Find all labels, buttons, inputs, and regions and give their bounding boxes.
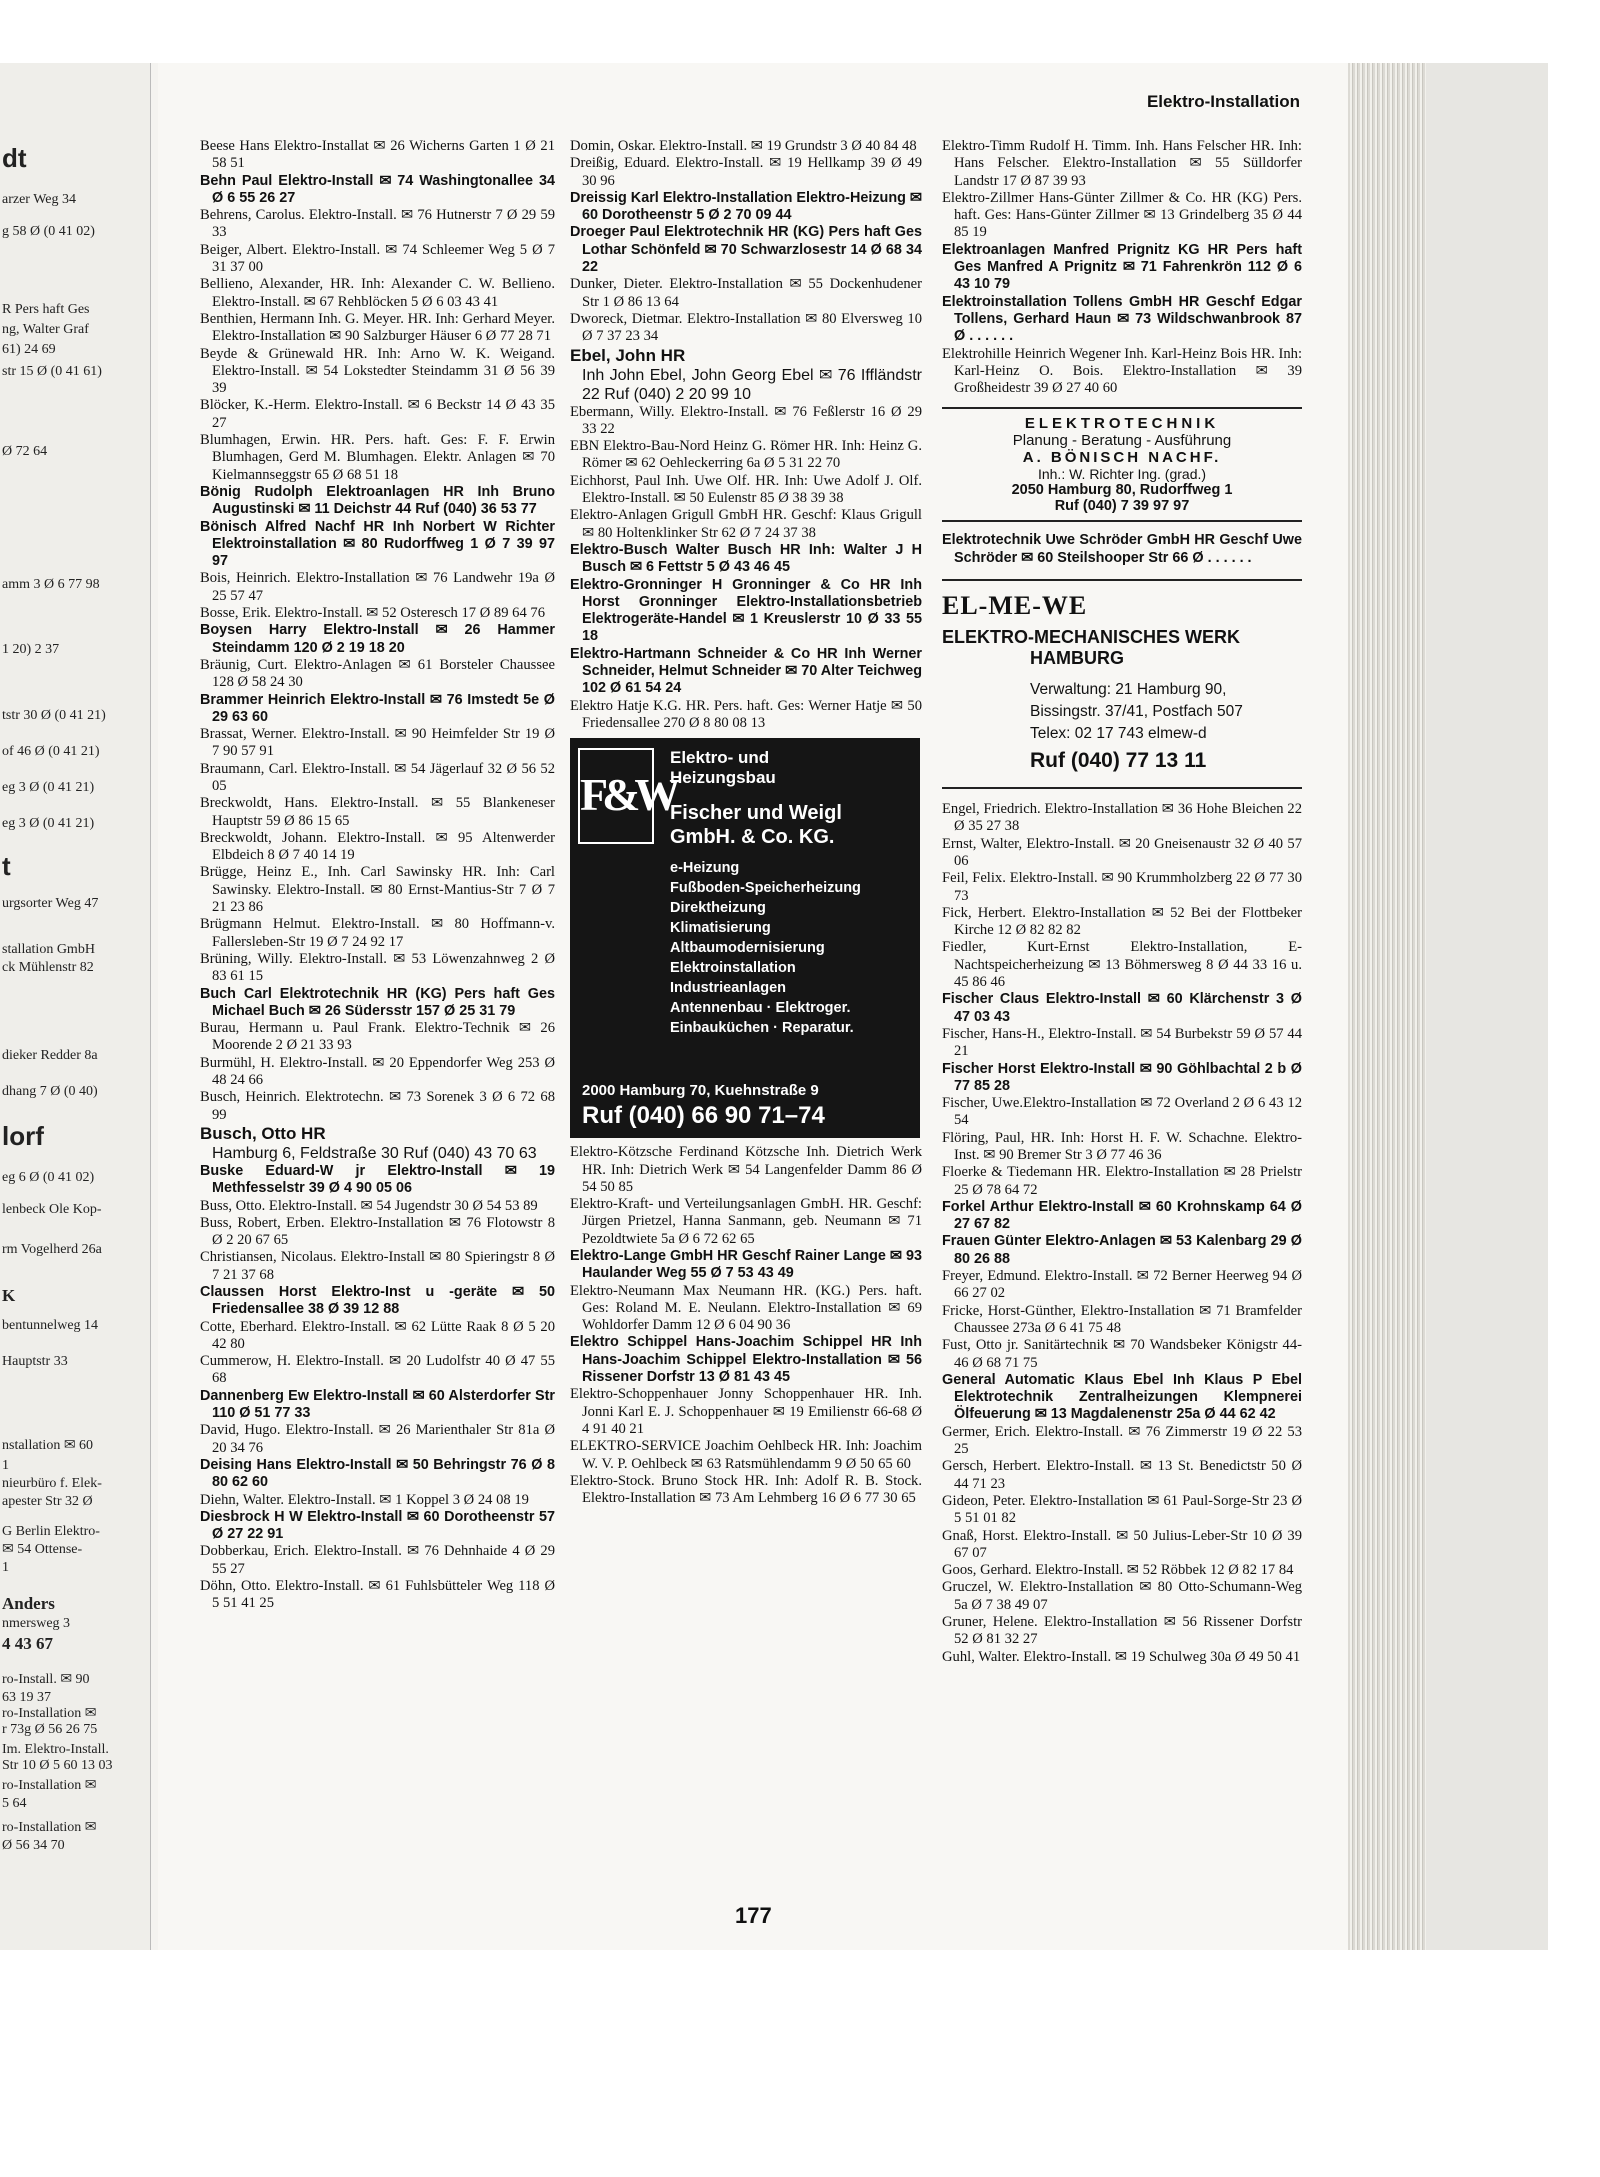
directory-entry: Feil, Felix. Elektro-Install. ✉ 90 Krummholzberg 22 Ø 77 30 73 bbox=[942, 870, 1302, 904]
directory-entry: Buch Carl Elektrotechnik HR (KG) Pers haft Ges Michael Buch ✉ 26 Südersstr 157 Ø 25 31 79 bbox=[200, 985, 555, 1019]
directory-entry: Burau, Hermann u. Paul Frank. Elektro-Technik ✉ 26 Moorende 2 Ø 21 33 93 bbox=[200, 1020, 555, 1054]
directory-entry: Elektroanlagen Manfred Prignitz KG HR Pers haft Ges Manfred A Prignitz ✉ 71 Fahrenkrön 112 Ø 6 43 10 79 bbox=[942, 241, 1302, 293]
directory-entry: Elektro Hatje K.G. HR. Pers. haft. Ges: Werner Hatje ✉ 50 Friedensallee 270 Ø 8 80 08 13 bbox=[570, 697, 922, 731]
previous-page-line: 63 19 37 bbox=[2, 1690, 51, 1705]
column-2 bbox=[570, 138, 922, 1507]
directory-entry: Elektro-Gronninger H Gronninger & Co HR Inh Horst Gronninger Elektro-Installationsbetrieb Elektrogeräte-Handel ✉ 1 Kreuslerstr 10 Ø 33 55 18 bbox=[570, 576, 922, 645]
previous-page-line: 4 43 67 bbox=[2, 1634, 53, 1653]
fw-service: Klimatisierung bbox=[670, 920, 771, 937]
directory-entry: Guhl, Walter. Elektro-Install. ✉ 19 Schulweg 30a Ø 49 50 41 bbox=[942, 1648, 1301, 1665]
directory-entry: Brügmann Helmut. Elektro-Install. ✉ 80 Hoffmann-v. Fallersleben-Str 19 Ø 7 24 92 17 bbox=[200, 916, 555, 950]
directory-entry: Fust, Otto jr. Sanitärtechnik ✉ 70 Wandsbeker Königstr 44-46 Ø 68 71 75 bbox=[942, 1337, 1302, 1371]
boenisch-address: 2050 Hamburg 80, Rudorffweg 1 bbox=[1011, 482, 1233, 499]
fw-company-2: GmbH. & Co. KG. bbox=[670, 826, 835, 849]
fw-service: Fußboden-Speicherheizung bbox=[670, 880, 861, 897]
directory-entry: Eichhorst, Paul Inh. Uwe Olf. HR. Inh: Uwe Adolf J. Olf. Elektro-Install. ✉ 50 Eulenstr 85 Ø 38 39 38 bbox=[570, 472, 922, 507]
book-page-edge bbox=[1348, 63, 1426, 1950]
directory-entry: Elektro-Kötzsche Ferdinand Kötzsche Inh. Dietrich Werk HR. Inh: Dietrich Werk ✉ 54 Langenfelder Damm 86 Ø 54 50 85 bbox=[570, 1144, 922, 1195]
directory-entry: Floerke & Tiedemann HR. Elektro-Installation ✉ 28 Prielstr 25 Ø 78 64 72 bbox=[942, 1164, 1302, 1198]
fw-logo: F&W bbox=[578, 748, 654, 844]
directory-entry: Elektro-Timm Rudolf H. Timm. Inh. Hans Felscher HR. Inh: Hans Felscher. Elektro-Installation ✉ 55 Sülldorfer Landstr 17 Ø 87 39 93 bbox=[942, 138, 1302, 189]
directory-entry: Dreißig, Eduard. Elektro-Install. ✉ 19 Hellkamp 39 Ø 49 30 96 bbox=[570, 155, 922, 189]
previous-page-line: lenbeck Ole Kop- bbox=[2, 1202, 102, 1217]
directory-entry: Brügge, Heinz E., Inh. Carl Sawinsky HR. Inh: Carl Sawinsky. Elektro-Install. ✉ 80 Ernst-Mantius-Str 7 Ø 7 21 23 86 bbox=[200, 864, 555, 916]
elmewe-ad bbox=[942, 579, 1302, 789]
fw-service: Industrieanlagen bbox=[670, 980, 787, 997]
previous-page-line: ro-Install. ✉ 90 bbox=[2, 1672, 90, 1687]
fw-company-1: Fischer und Weigl bbox=[670, 802, 842, 825]
directory-entry: Elektro-Lange GmbH HR Geschf Rainer Lange ✉ 93 Haulander Weg 55 Ø 7 53 43 49 bbox=[570, 1247, 922, 1282]
previous-page-line: Hauptstr 33 bbox=[2, 1354, 68, 1369]
directory-entry: Blumhagen, Erwin. HR. Pers. haft. Ges: F. F. Erwin Blumhagen, Gerd M. Blumhagen. Elektr. Anlagen ✉ 70 Kielmannseggstr 65 Ø 68 51 18 bbox=[200, 432, 555, 483]
directory-entry: Gideon, Peter. Elektro-Installation ✉ 61 Paul-Sorge-Str 23 Ø 5 51 01 82 bbox=[942, 1492, 1302, 1527]
directory-entry: Fick, Herbert. Elektro-Installation ✉ 52 Bei der Flottbeker Kirche 12 Ø 82 82 82 bbox=[942, 904, 1302, 939]
directory-entry: Elektroinstallation Tollens GmbH HR Geschf Edgar Tollens, Gerhard Haun ✉ 73 Wildschwanbrook 87 Ø . . . . . . bbox=[942, 293, 1302, 345]
previous-page-line: Ø 56 34 70 bbox=[2, 1838, 65, 1853]
fw-title-1: Elektro- und bbox=[670, 748, 770, 768]
directory-entry: Elektro-Busch Walter Busch HR Inh: Walter J H Busch ✉ 6 Fettstr 5 Ø 43 46 45 bbox=[570, 541, 922, 576]
directory-entry: Brammer Heinrich Elektro-Install ✉ 76 Imstedt 5e Ø 29 63 60 bbox=[200, 691, 555, 725]
directory-entry: Elektro-Neumann Max Neumann HR. (KG.) Pers. haft. Ges: Roland M. E. Neulann. Elektro-Installation ✉ 69 Wohldorfer Damm 12 Ø 6 04 90 36 bbox=[570, 1282, 922, 1334]
previous-page-line: lorf bbox=[2, 1121, 44, 1151]
previous-page-line: eg 3 Ø (0 41 21) bbox=[2, 816, 95, 831]
directory-entry: Breckwoldt, Hans. Elektro-Install. ✉ 55 Blankeneser Hauptstr 59 Ø 86 15 65 bbox=[200, 795, 555, 829]
directory-entry: Engel, Friedrich. Elektro-Installation ✉ 36 Hohe Bleichen 22 Ø 35 27 38 bbox=[942, 801, 1302, 835]
previous-page-line: ro-Installation ✉ bbox=[2, 1820, 97, 1835]
directory-entry: Elektro-Schoppenhauer Jonny Schoppenhauer HR. Inh. Jonni Karl E. J. Schoppenhauer ✉ 19 Emilienstr 66-68 Ø 4 91 40 21 bbox=[570, 1386, 922, 1437]
directory-entry: Bosse, Erik. Elektro-Install. ✉ 52 Osteresch 17 Ø 89 64 76 bbox=[200, 605, 545, 622]
boenisch-owner: Inh.: W. Richter Ing. (grad.) bbox=[1037, 466, 1207, 483]
directory-entry: Beiger, Albert. Elektro-Install. ✉ 74 Schleemer Weg 5 Ø 7 31 37 00 bbox=[200, 241, 555, 276]
previous-page-line: G Berlin Elektro- bbox=[2, 1524, 100, 1539]
elmewe-phone: Ruf (040) 77 13 11 bbox=[1030, 749, 1207, 773]
previous-page-line: eg 3 Ø (0 41 21) bbox=[2, 780, 95, 795]
book-spine-margin bbox=[1426, 63, 1548, 1950]
directory-entry: Benthien, Hermann Inh. G. Meyer. HR. Inh: Gerhard Meyer. Elektro-Installation ✉ 90 Salzburger Häuser 6 Ø 77 28 71 bbox=[200, 310, 555, 345]
directory-entry: Elektro-Hartmann Schneider & Co HR Inh Werner Schneider, Helmut Schneider ✉ 70 Alter Teichweg 102 Ø 61 54 24 bbox=[570, 645, 922, 697]
fw-address: 2000 Hamburg 70, Kuehnstraße 9 bbox=[582, 1082, 819, 1100]
directory-entry: Blöcker, K.-Herm. Elektro-Install. ✉ 6 Beckstr 14 Ø 43 35 27 bbox=[200, 397, 555, 431]
directory-entry: Droeger Paul Elektrotechnik HR (KG) Pers haft Ges Lothar Schönfeld ✉ 70 Schwarzlosestr 14 Ø 68 34 22 bbox=[570, 224, 922, 276]
directory-entry: ELEKTRO-SERVICE Joachim Oehlbeck HR. Inh: Joachim W. V. P. Oehlbeck ✉ 63 Ratsmühlendamm 9 Ø 50 65 60 bbox=[570, 1438, 922, 1472]
previous-page-line: Str 10 Ø 5 60 13 03 bbox=[2, 1758, 113, 1773]
directory-entry: Deising Hans Elektro-Install ✉ 50 Behringstr 76 Ø 8 80 62 60 bbox=[200, 1456, 555, 1491]
directory-entry: Diehn, Walter. Elektro-Install. ✉ 1 Koppel 3 Ø 24 08 19 bbox=[200, 1491, 529, 1508]
directory-entry: Elektro-Anlagen Grigull GmbH HR. Geschf: Klaus Grigull ✉ 80 Holtenklinker Str 62 Ø 7 24 37 38 bbox=[570, 507, 922, 541]
previous-page-line: Im. Elektro-Install. bbox=[2, 1742, 109, 1757]
directory-entry: Beese Hans Elektro-Installat ✉ 26 Wicherns Garten 1 Ø 21 58 51 bbox=[200, 138, 555, 172]
directory-entry: Fricke, Horst-Günther, Elektro-Installation ✉ 71 Bramfelder Chaussee 273a Ø 6 41 75 48 bbox=[942, 1302, 1302, 1336]
previous-page-line: amm 3 Ø 6 77 98 bbox=[2, 577, 100, 592]
directory-entry: Cummerow, H. Elektro-Install. ✉ 20 Ludolfstr 40 Ø 47 55 68 bbox=[200, 1353, 555, 1387]
boenisch-name: A. BÖNISCH NACHF. bbox=[1022, 449, 1222, 467]
directory-entry: Bönisch Alfred Nachf HR Inh Norbert W Richter Elektroinstallation ✉ 80 Rudorffweg 1 Ø 7 39 97 97 bbox=[200, 518, 555, 570]
previous-page-line: r 73g Ø 56 26 75 bbox=[2, 1722, 98, 1737]
directory-entry: Elektro-Kraft- und Verteilungsanlagen GmbH. HR. Geschf: Jürgen Prietzel, Hanna Sanmann, geb. Neumann ✉ 71 Pezoldtwiete 5a Ø 6 72 62 65 bbox=[570, 1196, 922, 1247]
directory-entry: Buske Eduard-W jr Elektro-Install ✉ 19 Methfesselstr 39 Ø 4 90 05 06 bbox=[200, 1162, 555, 1197]
fw-title-2: Heizungsbau bbox=[670, 768, 776, 788]
directory-entry: Breckwoldt, Johann. Elektro-Install. ✉ 95 Altenwerder Elbdeich 8 Ø 7 40 14 19 bbox=[200, 829, 555, 864]
previous-page-line: nieurbüro f. Elek- bbox=[2, 1476, 102, 1491]
elmewe-street: Bissingstr. 37/41, Postfach 507 bbox=[1030, 703, 1243, 721]
previous-page-line: Ø 72 64 bbox=[2, 444, 48, 459]
previous-page-line: ng, Walter Graf bbox=[2, 322, 89, 337]
elmewe-admin: Verwaltung: 21 Hamburg 90, bbox=[1030, 681, 1227, 699]
directory-entry: Gruczel, W. Elektro-Installation ✉ 80 Otto-Schumann-Weg 5a Ø 7 38 49 07 bbox=[942, 1579, 1302, 1613]
fw-service: e-Heizung bbox=[670, 860, 740, 877]
previous-page-line: 61) 24 69 bbox=[2, 342, 56, 357]
previous-page-line: ck Mühlenstr 82 bbox=[2, 960, 94, 975]
column-3 bbox=[942, 138, 1302, 1666]
boenisch-phone: Ruf (040) 7 39 97 97 bbox=[1054, 498, 1190, 515]
directory-entry: Bellieno, Alexander, HR. Inh: Alexander C. W. Bellieno. Elektro-Install. ✉ 67 Rehblöcken 5 Ø 6 03 43 41 bbox=[200, 276, 555, 310]
previous-page-line: nmersweg 3 bbox=[2, 1616, 71, 1631]
fw-phone: Ruf (040) 66 90 71–74 bbox=[582, 1102, 825, 1130]
directory-entry: Gersch, Herbert. Elektro-Install. ✉ 13 St. Benedictstr 50 Ø 44 71 23 bbox=[942, 1458, 1302, 1492]
directory-entry: Elektro-Zillmer Hans-Günter Zillmer & Co. HR (KG) Pers. haft. Ges: Hans-Günter Zillmer ✉ 13 Grindelberg 35 Ø 44 85 19 bbox=[942, 189, 1302, 241]
directory-entry: Elektrohille Heinrich Wegener Inh. Karl-Heinz Bois HR. Inh: Karl-Heinz O. Bois. Elektro-Installation ✉ 39 Großheidestr 39 Ø 27 40 60 bbox=[942, 345, 1302, 397]
directory-entry: Forkel Arthur Elektro-Install ✉ 60 Krohnskamp 64 Ø 27 67 82 bbox=[942, 1198, 1302, 1233]
directory-entry: Dunker, Dieter. Elektro-Installation ✉ 55 Dockenhudener Str 1 Ø 86 13 64 bbox=[570, 276, 922, 310]
fw-service: Antennenbau · Elektroger. bbox=[670, 1000, 851, 1017]
previous-page-line: eg 6 Ø (0 41 02) bbox=[2, 1170, 95, 1185]
previous-page-line: nstallation ✉ 60 bbox=[2, 1438, 94, 1453]
directory-entry: David, Hugo. Elektro-Install. ✉ 26 Marienthaler Str 81a Ø 20 34 76 bbox=[200, 1422, 555, 1456]
fw-service: Einbauküchen · Reparatur. bbox=[670, 1020, 854, 1037]
previous-page-line: apester Str 32 Ø bbox=[2, 1494, 93, 1509]
directory-entry: Freyer, Edmund. Elektro-Install. ✉ 72 Berner Heerweg 94 Ø 66 27 02 bbox=[942, 1268, 1302, 1302]
directory-entry: Brüning, Willy. Elektro-Install. ✉ 53 Löwenzahnweg 2 Ø 83 61 15 bbox=[200, 950, 555, 985]
fw-service: Elektroinstallation bbox=[670, 960, 796, 977]
directory-entry: Buss, Otto. Elektro-Install. ✉ 54 Jugendstr 30 Ø 54 53 89 bbox=[200, 1197, 538, 1214]
previous-page-line: 1 bbox=[2, 1458, 9, 1473]
previous-page-fragment bbox=[0, 63, 151, 1950]
previous-page-line: ✉ 54 Ottense- bbox=[2, 1542, 83, 1557]
directory-entry: Gruner, Helene. Elektro-Installation ✉ 56 Rissener Dorfstr 52 Ø 81 32 27 bbox=[942, 1614, 1302, 1648]
previous-page-line: dt bbox=[2, 143, 27, 173]
previous-page-line: t bbox=[2, 851, 11, 881]
previous-page-line: tstr 30 Ø (0 41 21) bbox=[2, 708, 106, 723]
fw-service: Altbaumodernisierung bbox=[670, 940, 825, 957]
directory-entry: Christiansen, Nicolaus. Elektro-Install ✉ 80 Spieringstr 8 Ø 7 21 37 68 bbox=[200, 1249, 555, 1283]
directory-entry: General Automatic Klaus Ebel Inh Klaus P Ebel Elektrotechnik Zentralheizungen Klempnerei Ölfeuerung ✉ 13 Magdalenenstr 25a Ø 44 62 42 bbox=[942, 1371, 1302, 1423]
previous-page-line: bentunnelweg 14 bbox=[2, 1318, 99, 1333]
directory-entry: Dannenberg Ew Elektro-Install ✉ 60 Alsterdorfer Str 110 Ø 51 77 33 bbox=[200, 1387, 555, 1422]
directory-entry: Elektrotechnik Uwe Schröder GmbH HR Geschf Uwe Schröder ✉ 60 Steilshooper Str 66 Ø . . . . . . bbox=[942, 532, 1302, 566]
directory-entry: Diesbrock H W Elektro-Install ✉ 60 Dorotheenstr 57 Ø 27 22 91 bbox=[200, 1508, 555, 1543]
previous-page-line: Anders bbox=[2, 1594, 55, 1613]
directory-entry: Ebel, John HR Inh John Ebel, John Georg Ebel ✉ 76 Iffländstr 22 Ruf (040) 2 20 99 10 bbox=[570, 345, 922, 403]
directory-entry: Bräunig, Curt. Elektro-Anlagen ✉ 61 Borsteler Chaussee 128 Ø 58 24 30 bbox=[200, 656, 555, 691]
directory-entry: Elektro-Stock. Bruno Stock HR. Inh: Adolf R. B. Stock. Elektro-Installation ✉ 73 Am Lehmberg 16 Ø 6 77 30 65 bbox=[570, 1472, 922, 1507]
directory-entry: Braumann, Carl. Elektro-Install. ✉ 54 Jägerlauf 32 Ø 56 52 05 bbox=[200, 760, 555, 794]
previous-page-line: urgsorter Weg 47 bbox=[2, 896, 99, 911]
fischer-weigl-ad bbox=[570, 738, 920, 1138]
directory-entry: Fiedler, Kurt-Ernst Elektro-Installation, E-Nachtspeicherheizung ✉ 13 Böhmersweg 8 Ø 44 33 16 u. 45 86 46 bbox=[942, 939, 1302, 991]
directory-entry: Dobberkau, Erich. Elektro-Install. ✉ 76 Dehnhaide 4 Ø 29 55 27 bbox=[200, 1543, 555, 1577]
previous-page-line: ro-Installation ✉ bbox=[2, 1778, 97, 1793]
directory-entry: Fischer Claus Elektro-Install ✉ 60 Klärchenstr 3 Ø 47 03 43 bbox=[942, 991, 1302, 1025]
directory-entry: Gnaß, Horst. Elektro-Install. ✉ 50 Julius-Leber-Str 10 Ø 39 67 07 bbox=[942, 1527, 1302, 1561]
directory-entry: Boysen Harry Elektro-Install ✉ 26 Hammer Steindamm 120 Ø 2 19 18 20 bbox=[200, 622, 555, 656]
page-header: Elektro-Installation bbox=[1146, 92, 1300, 111]
previous-page-line: 1 20) 2 37 bbox=[2, 642, 60, 657]
directory-entry: Dworeck, Dietmar. Elektro-Installation ✉ 80 Elversweg 10 Ø 7 37 23 34 bbox=[570, 310, 922, 345]
directory-entry: Bois, Heinrich. Elektro-Installation ✉ 76 Landwehr 19a Ø 25 57 47 bbox=[200, 570, 555, 604]
previous-page-line: dhang 7 Ø (0 40) bbox=[2, 1084, 98, 1099]
previous-page-line: dieker Redder 8a bbox=[2, 1048, 98, 1063]
directory-entry: Goos, Gerhard. Elektro-Install. ✉ 52 Röbbek 12 Ø 82 17 84 bbox=[942, 1562, 1294, 1579]
previous-page-line: ro-Installation ✉ bbox=[2, 1706, 97, 1721]
directory-entry: Fischer Horst Elektro-Install ✉ 90 Göhlbachtal 2 b Ø 77 85 28 bbox=[942, 1060, 1302, 1094]
previous-page-line: 1 bbox=[2, 1560, 9, 1575]
boenisch-title: ELEKTROTECHNIK bbox=[1024, 415, 1220, 433]
elmewe-city: HAMBURG bbox=[1030, 648, 1124, 669]
directory-entry: Bönig Rudolph Elektroanlagen HR Inh Bruno Augustinski ✉ 11 Deichstr 44 Ruf (040) 36 53 77 bbox=[200, 483, 555, 518]
previous-page-line: arzer Weg 34 bbox=[2, 192, 77, 207]
directory-entry: Brassat, Werner. Elektro-Install. ✉ 90 Heimfelder Str 19 Ø 7 90 57 91 bbox=[200, 726, 555, 760]
directory-entry: Dreissig Karl Elektro-Installation Elektro-Heizung ✉ 60 Dorotheenstr 5 Ø 2 70 09 44 bbox=[570, 189, 922, 224]
previous-page-line: stallation GmbH bbox=[2, 942, 95, 957]
directory-entry: Claussen Horst Elektro-Inst u -geräte ✉ 50 Friedensallee 38 Ø 39 12 88 bbox=[200, 1284, 555, 1318]
directory-entry: Ernst, Walter, Elektro-Install. ✉ 20 Gneisenaustr 32 Ø 40 57 06 bbox=[942, 835, 1302, 869]
directory-entry: Döhn, Otto. Elektro-Install. ✉ 61 Fuhlsbütteler Weg 118 Ø 5 51 41 25 bbox=[200, 1578, 555, 1612]
elmewe-telex: Telex: 02 17 743 elmew-d bbox=[1030, 725, 1207, 743]
page-number: 177 bbox=[735, 1903, 772, 1928]
directory-entry: Ebermann, Willy. Elektro-Install. ✉ 76 Feßlerstr 16 Ø 29 33 22 bbox=[570, 403, 922, 437]
directory-entry: Burmühl, H. Elektro-Install. ✉ 20 Eppendorfer Weg 253 Ø 48 24 66 bbox=[200, 1054, 555, 1089]
previous-page-line: 5 64 bbox=[2, 1796, 27, 1811]
directory-entry: Behrens, Carolus. Elektro-Install. ✉ 76 Hutnerstr 7 Ø 29 59 33 bbox=[200, 207, 555, 241]
previous-page-line: g 58 Ø (0 41 02) bbox=[2, 224, 95, 239]
directory-entry: Elektro Schippel Hans-Joachim Schippel HR Inh Hans-Joachim Schippel Elektro-Installation ✉ 56 Rissener Dorfstr 13 Ø 81 43 45 bbox=[570, 1334, 922, 1386]
previous-page-line: of 46 Ø (0 41 21) bbox=[2, 744, 100, 759]
elmewe-logo: EL-ME-WE bbox=[942, 591, 1088, 621]
directory-entry: Behn Paul Elektro-Install ✉ 74 Washingtonallee 34 Ø 6 55 26 27 bbox=[200, 172, 555, 206]
directory-entry: Frauen Günter Elektro-Anlagen ✉ 53 Kalenbarg 29 Ø 80 26 88 bbox=[942, 1233, 1302, 1267]
directory-entry: EBN Elektro-Bau-Nord Heinz G. Römer HR. Inh: Heinz G. Römer ✉ 62 Oehleckerring 6a Ø 5 31 22 70 bbox=[570, 438, 922, 472]
directory-entry: Fischer, Hans-H., Elektro-Install. ✉ 54 Burbekstr 59 Ø 57 44 21 bbox=[942, 1025, 1302, 1060]
directory-entry: Busch, Heinrich. Elektrotechn. ✉ 73 Sorenek 3 Ø 6 72 68 99 bbox=[200, 1089, 555, 1123]
previous-page-line: rm Vogelherd 26a bbox=[2, 1242, 102, 1257]
directory-entry: Flöring, Paul, HR. Inh: Horst H. F. W. Schachne. Elektro-Inst. ✉ 90 Bremer Str 3 Ø 77 46 36 bbox=[942, 1129, 1302, 1163]
directory-entry: Busch, Otto HR Hamburg 6, Feldstraße 30 Ruf (040) 43 70 63 bbox=[200, 1123, 537, 1162]
directory-entry: Germer, Erich. Elektro-Install. ✉ 76 Zimmerstr 19 Ø 22 53 25 bbox=[942, 1423, 1302, 1458]
boenisch-services: Planung - Beratung - Ausführung bbox=[1012, 432, 1232, 450]
directory-entry: Cotte, Eberhard. Elektro-Install. ✉ 62 Lütte Raak 8 Ø 5 20 42 80 bbox=[200, 1318, 555, 1352]
boenisch-ad bbox=[942, 407, 1302, 522]
directory-entry: Beyde & Grünewald HR. Inh: Arno W. K. Weigand. Elektro-Install. ✉ 54 Lokstedter Steindamm 31 Ø 56 39 39 bbox=[200, 345, 555, 397]
column-1 bbox=[200, 138, 555, 1613]
directory-entry: Domin, Oskar. Elektro-Install. ✉ 19 Grundstr 3 Ø 40 84 48 bbox=[570, 138, 917, 154]
previous-page-line: R Pers haft Ges bbox=[2, 302, 90, 317]
previous-page-line: K bbox=[2, 1286, 16, 1305]
previous-page-line: str 15 Ø (0 41 61) bbox=[2, 364, 102, 379]
directory-entry: Buss, Robert, Erben. Elektro-Installation ✉ 76 Flotowstr 8 Ø 2 20 67 65 bbox=[200, 1214, 555, 1249]
fw-service: Direktheizung bbox=[670, 900, 766, 917]
elmewe-name: ELEKTRO-MECHANISCHES WERK bbox=[942, 627, 1241, 648]
directory-entry: Fischer, Uwe.Elektro-Installation ✉ 72 Overland 2 Ø 6 43 12 54 bbox=[942, 1095, 1302, 1129]
